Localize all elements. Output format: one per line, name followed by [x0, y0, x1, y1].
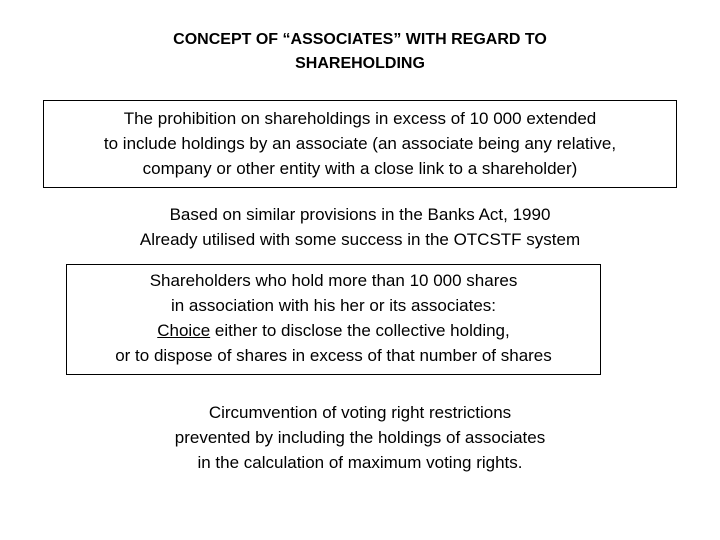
prohibition-box — [43, 100, 677, 188]
circumvention-line-2: prevented by including the holdings of associates — [174, 428, 546, 447]
basis-note — [0, 202, 720, 252]
circumvention-line-1: Circumvention of voting right restrictions — [208, 403, 512, 422]
choice-rest: either to disclose the collective holding, — [210, 321, 510, 340]
title-line-2: SHAREHOLDING — [295, 55, 425, 72]
shareholders-line-4: or to dispose of shares in excess of that number of shares — [115, 346, 552, 365]
prohibition-line-2: to include holdings by an associate (an associate being any relative, — [103, 134, 617, 153]
slide-title — [0, 28, 720, 76]
basis-note-line-1: Based on similar provisions in the Banks Act, 1990 — [169, 205, 551, 224]
shareholders-box — [66, 264, 601, 375]
title-line-1: CONCEPT OF “ASSOCIATES” WITH REGARD TO — [173, 31, 547, 48]
circumvention-note — [0, 400, 720, 475]
basis-note-line-2: Already utilised with some success in the OTCSTF system — [139, 230, 581, 249]
shareholders-line-3 — [67, 318, 600, 343]
prohibition-line-3: company or other entity with a close link to a shareholder) — [142, 159, 578, 178]
circumvention-line-3: in the calculation of maximum voting rights. — [197, 453, 523, 472]
shareholders-line-2: in association with his her or its associates: — [170, 296, 497, 315]
prohibition-line-1: The prohibition on shareholdings in excess of 10 000 extended — [123, 109, 597, 128]
choice-word: Choice — [157, 321, 211, 340]
shareholders-line-1: Shareholders who hold more than 10 000 shares — [149, 271, 518, 290]
